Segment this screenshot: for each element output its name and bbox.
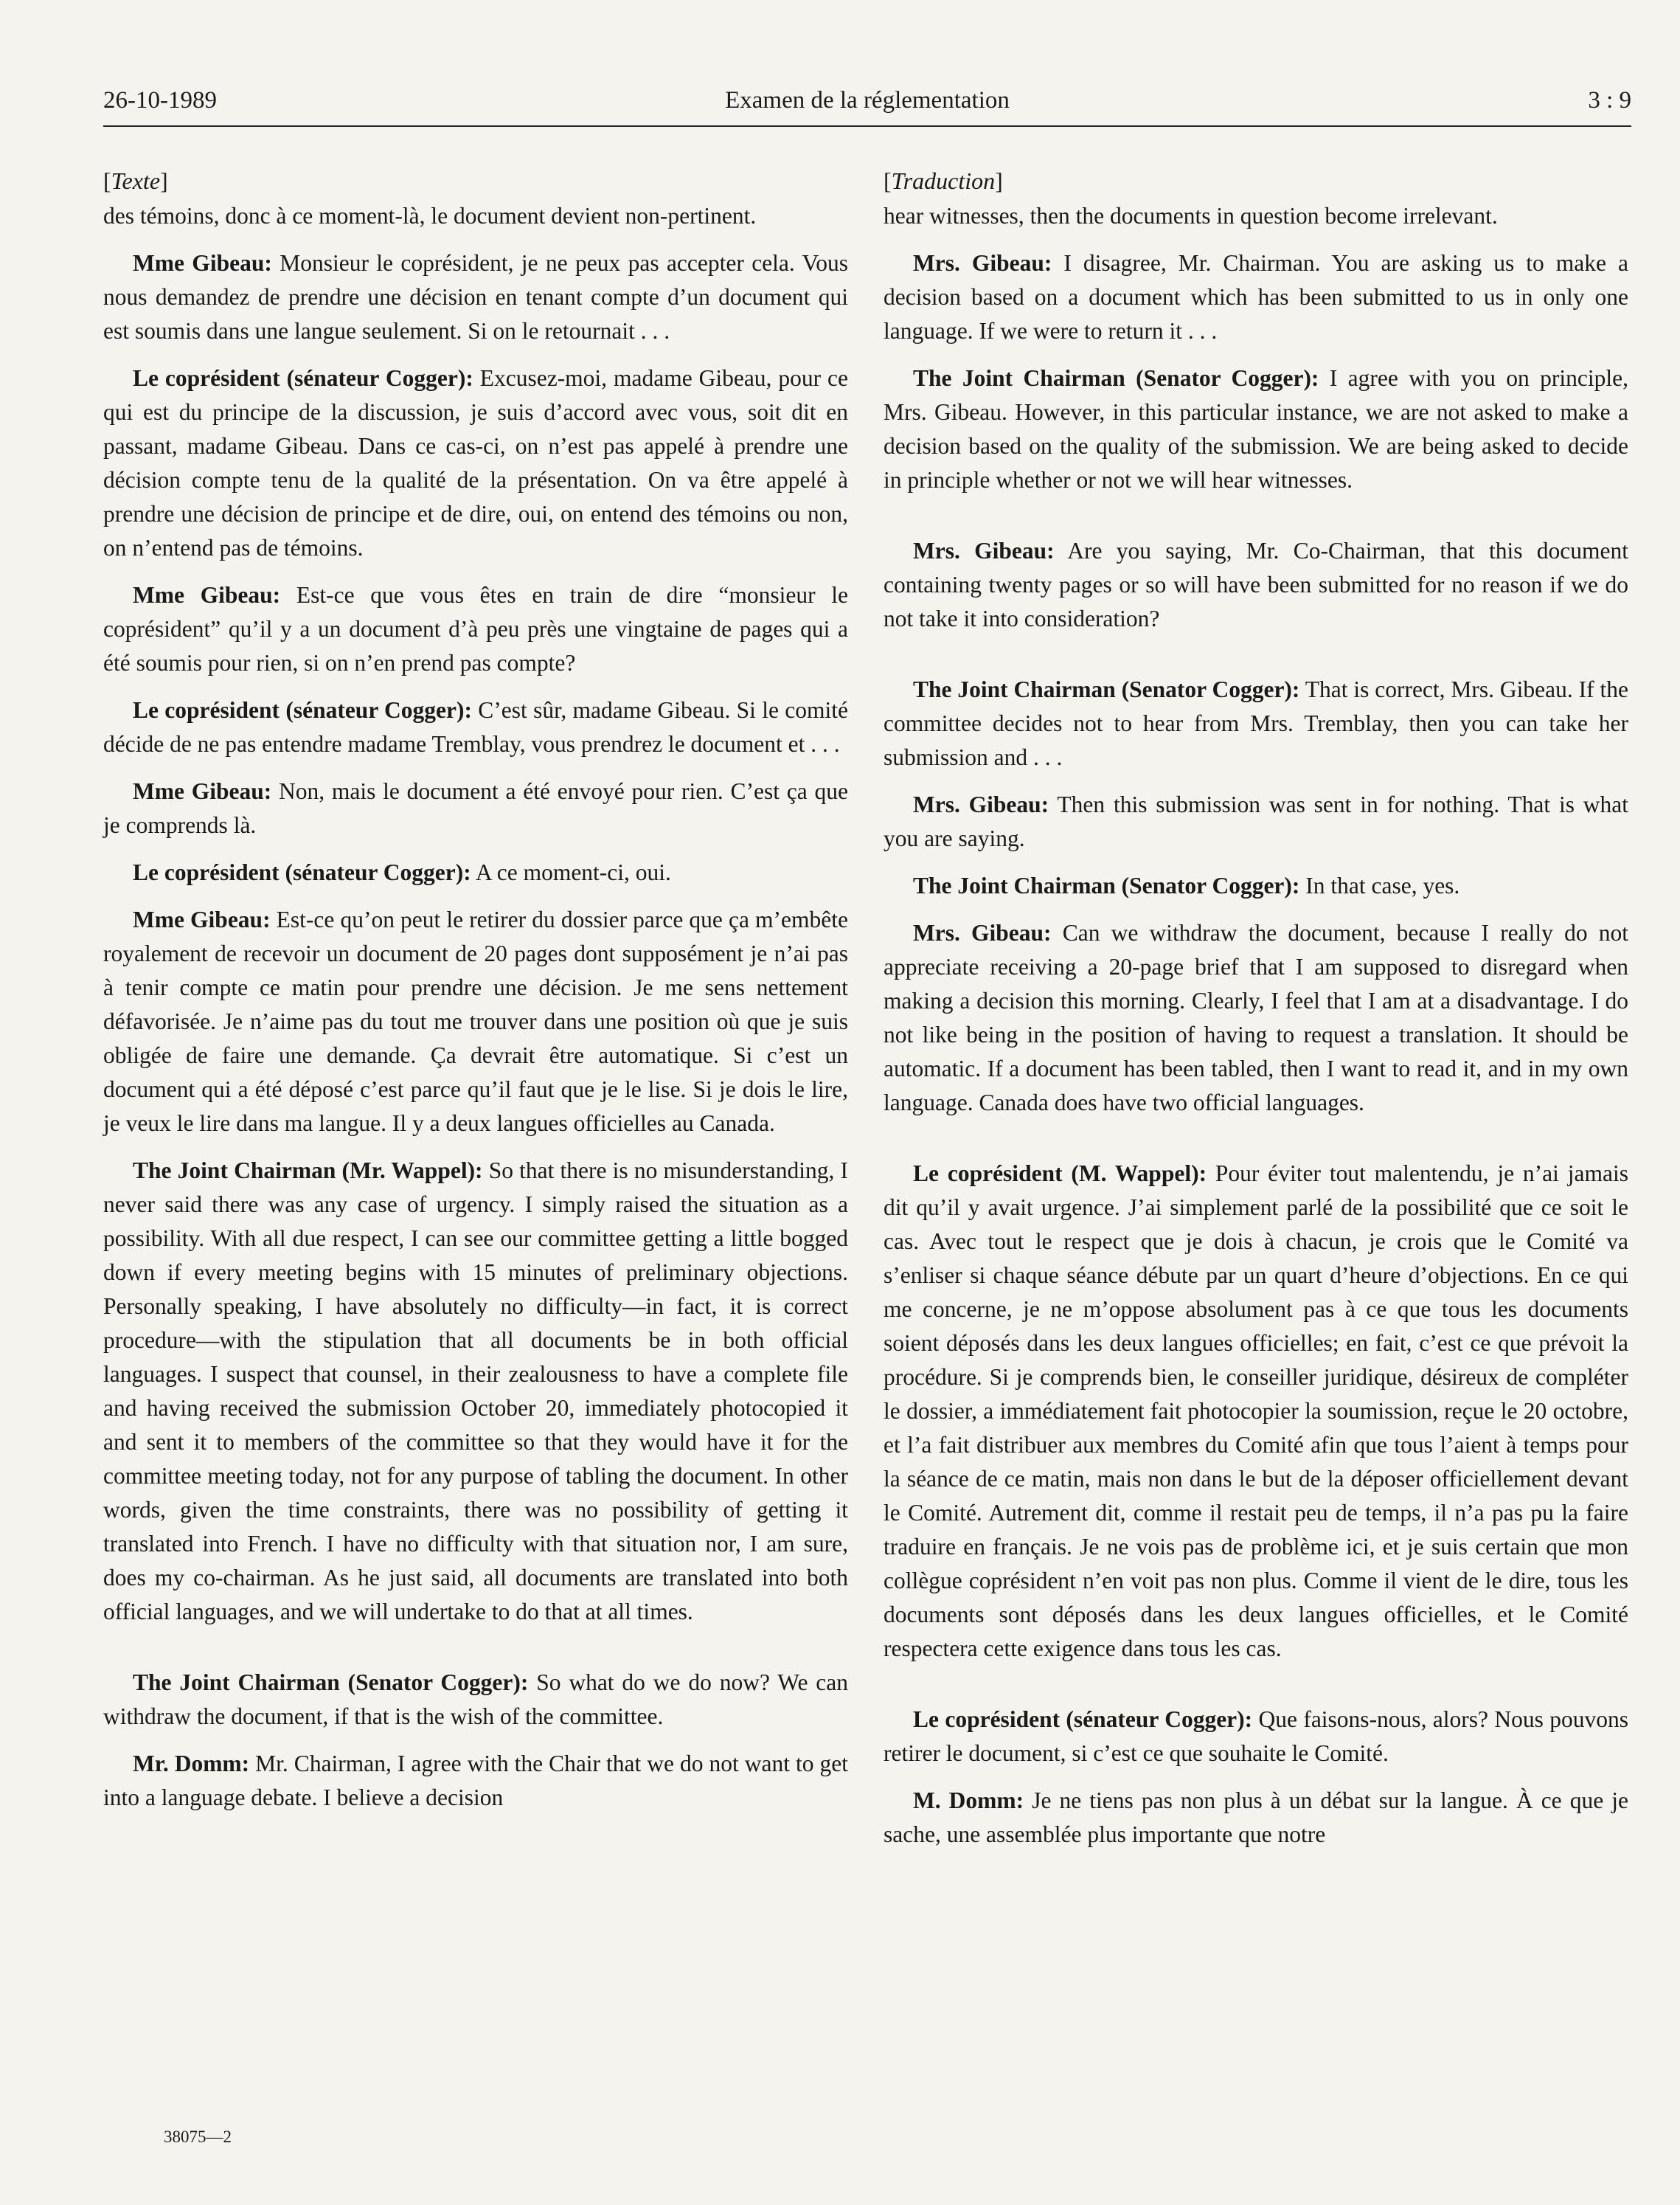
left-lead-paragraph: des témoins, donc à ce moment-là, le document devient non-pertinent. bbox=[103, 203, 757, 229]
right-paragraph: Mrs. Gibeau: Are you saying, Mr. Co-Chairman, that this document containing twenty pages or so will have been submitted for no reason if we do not take it into consideration? bbox=[884, 538, 1629, 631]
header-date: 26-10-1989 bbox=[103, 87, 217, 114]
right-column bbox=[884, 164, 1628, 1865]
left-paragraph: Mme Gibeau: Est-ce que vous êtes en train de dire “monsieur le coprésident” qu’il y a un document d’à peu près une vingtaine de pages qui a été soumis pour rien, si on n’en prend pas compte? bbox=[103, 582, 848, 676]
left-paragraph: Le coprésident (sénateur Cogger): A ce moment-ci, oui. bbox=[133, 859, 671, 885]
left-paragraph: Mr. Domm: Mr. Chairman, I agree with the Chair that we do not want to get into a language debate. I believe a decision bbox=[103, 1751, 848, 1810]
language-label-left: [Texte] bbox=[103, 167, 168, 194]
right-paragraph: Mrs. Gibeau: I disagree, Mr. Chairman. You are asking us to make a decision based on a document which has been submitted to us in only one language. If we were to return it . . . bbox=[884, 250, 1628, 344]
running-header bbox=[103, 87, 1631, 124]
right-paragraph: M. Domm: Je ne tiens pas non plus à un débat sur la langue. À ce que je sache, une assemblée plus importante que notre bbox=[884, 1787, 1629, 1847]
header-page-number: 3 : 9 bbox=[1588, 87, 1631, 114]
left-paragraph: Mme Gibeau: Non, mais le document a été envoyé pour rien. C’est ça que je comprends là. bbox=[103, 778, 848, 838]
right-paragraph: The Joint Chairman (Senator Cogger): In that case, yes. bbox=[913, 873, 1460, 899]
left-paragraph: Le coprésident (sénateur Cogger): Excusez-moi, madame Gibeau, pour ce qui est du principe de la discussion, je suis d’accord avec vous, soit dit en passant, madame Gibeau. Dans ce cas-ci, on n’est pas appelé à prendre une décision compte tenu de la qualité de la présentation. On va être appelé à prendre une décision de principe et de dire, oui, on entend des témoins ou non, on n’entend pas de témoins. bbox=[103, 365, 848, 561]
header-rule bbox=[103, 125, 1631, 127]
right-lead-paragraph: hear witnesses, then the documents in question become irrelevant. bbox=[884, 203, 1498, 229]
left-paragraph: Le coprésident (sénateur Cogger): C’est sûr, madame Gibeau. Si le comité décide de ne pas entendre madame Tremblay, vous prendrez le document et . . . bbox=[103, 697, 848, 757]
language-label-right: [Traduction] bbox=[884, 167, 1003, 194]
right-paragraph: The Joint Chairman (Senator Cogger): That is correct, Mrs. Gibeau. If the committee decides not to hear from Mrs. Tremblay, then you can take her submission and . . . bbox=[884, 676, 1628, 770]
right-paragraph: The Joint Chairman (Senator Cogger): I agree with you on principle, Mrs. Gibeau. However, in this particular instance, we are not asked to make a decision based on the quality of the submission. We are being asked to decide in principle whether or not we will hear witnesses. bbox=[884, 365, 1628, 493]
right-paragraph: Le coprésident (sénateur Cogger): Que faisons-nous, alors? Nous pouvons retirer le document, si c’est ce que souhaite le Comité. bbox=[884, 1706, 1628, 1766]
header-title: Examen de la réglementation bbox=[725, 87, 1010, 114]
print-code: 38075—2 bbox=[164, 2128, 232, 2146]
right-paragraph: Le coprésident (M. Wappel): Pour éviter tout malentendu, je n’ai jamais dit qu’il y avait urgence. J’ai simplement parlé de la possibilité que ce soit le cas. Avec tout le respect que je dois à chacun, je crois que le Comité va s’enliser si chaque séance débute par un quart d’heure d’objections. En ce qui me concerne, je ne m’oppose absolument pas à ce que tous les documents soient déposés dans les deux langues officielles; en fait, c’est ce que prévoit la procédure. Si je comprends bien, le conseiller juridique, désireux de compléter le dossier, a immédiatement fait photocopier la soumission, reçue le 20 octobre, et l’a fait distribuer aux membres du Comité afin que tous l’aient à temps pour la séance de ce matin, mais non dans le but de la déposer officiellement devant le Comité. Autrement dit, comme il restait peu de temps, il n’a pas pu la faire traduire en français. Je ne vois pas de problème ici, et je suis certain que mon collègue coprésident n’en voit pas non plus. Comme il vient de le dire, tous les documents sont déposés dans les deux langues officielles, et le Comité respectera cette exigence dans tous les cas. bbox=[884, 1160, 1628, 1661]
right-paragraph: Mrs. Gibeau: Then this submission was sent in for nothing. That is what you are saying. bbox=[884, 792, 1628, 851]
left-column bbox=[103, 164, 848, 1828]
left-paragraph: Mme Gibeau: Monsieur le coprésident, je ne peux pas accepter cela. Vous nous demandez de prendre une décision en tenant compte d’un document qui est soumis dans une langue seulement. Si on le retournait . . . bbox=[103, 250, 848, 344]
left-paragraph: Mme Gibeau: Est-ce qu’on peut le retirer du dossier parce que ça m’embête royalement de recevoir un document de 20 pages dont supposément je n’ai pas à tenir compte ce matin pour prendre une décision. Je me sens nettement défavorisée. Je n’aime pas du tout me trouver dans une position où que je suis obligée de faire une demande. Ça devrait être automatique. Si c’est un document qui a été déposé c’est parce qu’il faut que je le lise. Si je dois le lire, je veux le lire dans ma langue. Il y a deux langues officielles au Canada. bbox=[103, 907, 848, 1136]
left-paragraph: The Joint Chairman (Mr. Wappel): So that there is no misunderstanding, I never said there was any case of urgency. I simply raised the situation as a possibility. With all due respect, I can see our committee getting a little bogged down if every meeting begins with 15 minutes of preliminary objections. Personally speaking, I have absolutely no difficulty—in fact, it is correct procedure—with the stipulation that all documents be in both official languages. I suspect that counsel, in their zealousness to have a complete file and having received the submission October 20, immediately photocopied it and sent it to members of the committee so that they would have it for the committee meeting today, not for any purpose of tabling the document. In other words, given the time constraints, there was no possibility of getting it translated into French. I have no difficulty with that situation nor, I am sure, does my co-chairman. As he just said, all documents are translated into both official languages, and we will undertake to do that at all times. bbox=[103, 1157, 848, 1624]
right-paragraph: Mrs. Gibeau: Can we withdraw the document, because I really do not appreciate receiving a 20-page brief that I am supposed to disregard when making a decision this morning. Clearly, I feel that I am at a disadvantage. I do not like being in the position of having to request a translation. It should be automatic. If a document has been tabled, then I want to read it, and in my own language. Canada does have two official languages. bbox=[884, 920, 1628, 1115]
left-paragraph: The Joint Chairman (Senator Cogger): So what do we do now? We can withdraw the document, if that is the wish of the committee. bbox=[103, 1669, 848, 1729]
